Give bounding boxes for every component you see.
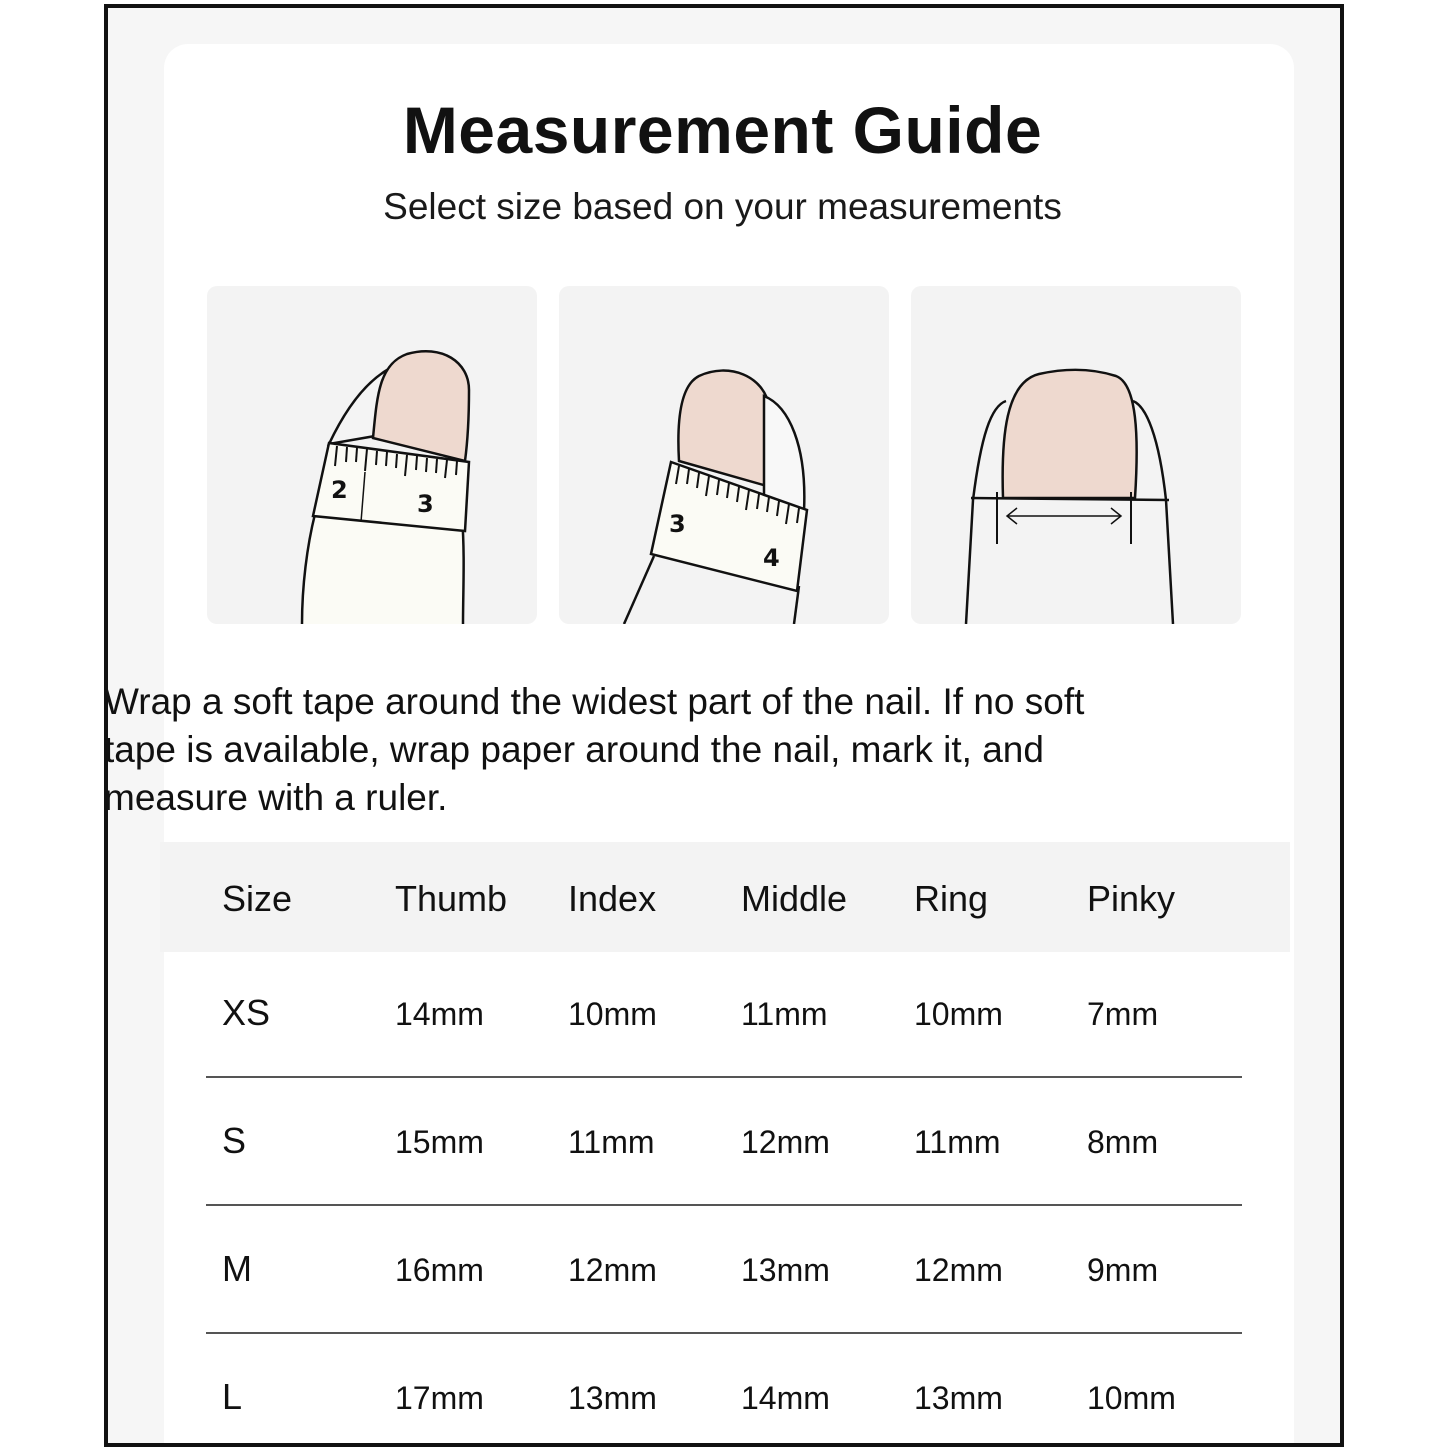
thumb-with-measuring-tape-icon <box>207 286 537 624</box>
tape-number-3: 3 <box>669 510 686 538</box>
row-pinky: 8mm <box>1087 1124 1159 1160</box>
tape-number-4: 4 <box>763 544 780 572</box>
nail-width-arrow-icon <box>911 286 1241 624</box>
table-row <box>206 1206 1242 1334</box>
row-thumb: 14mm <box>395 996 484 1032</box>
header-size: Size <box>222 878 293 919</box>
measurement-instructions: Wrap a soft tape around the widest part of the nail. If no soft tape is available, wrap paper around the nail, mark it, and measure with a ruler. <box>104 681 1085 818</box>
row-thumb: 17mm <box>395 1380 484 1416</box>
tape-number-2: 2 <box>331 476 348 504</box>
row-ring: 13mm <box>914 1380 1003 1416</box>
table-row <box>206 950 1242 1078</box>
row-middle: 14mm <box>741 1380 830 1416</box>
row-index: 10mm <box>568 996 657 1032</box>
header-ring: Ring <box>914 878 989 919</box>
tape-number-3: 3 <box>417 490 434 518</box>
illustration-thumb-measure <box>207 286 537 624</box>
row-middle: 11mm <box>741 996 828 1032</box>
header-index: Index <box>568 878 657 919</box>
table-row <box>206 1078 1242 1206</box>
row-ring: 11mm <box>914 1124 1001 1160</box>
size-table-header <box>160 842 1290 952</box>
row-pinky: 9mm <box>1087 1252 1159 1288</box>
page-subtitle: Select size based on your measurements <box>383 186 1062 227</box>
header-thumb: Thumb <box>395 878 508 919</box>
page-title: Measurement Guide <box>402 93 1043 167</box>
header-middle: Middle <box>741 878 848 919</box>
illustration-finger-measure <box>559 286 889 624</box>
row-index: 13mm <box>568 1380 657 1416</box>
row-size: S <box>222 1120 247 1161</box>
row-middle: 13mm <box>741 1252 830 1288</box>
row-pinky: 7mm <box>1087 996 1159 1032</box>
row-size: XS <box>222 992 271 1033</box>
row-thumb: 16mm <box>395 1252 484 1288</box>
row-ring: 12mm <box>914 1252 1003 1288</box>
row-index: 12mm <box>568 1252 657 1288</box>
illustration-nail-width <box>911 286 1241 624</box>
row-size: M <box>222 1248 252 1289</box>
row-thumb: 15mm <box>395 1124 484 1160</box>
header-pinky: Pinky <box>1087 878 1176 919</box>
row-size: L <box>222 1376 243 1417</box>
row-index: 11mm <box>568 1124 655 1160</box>
row-pinky: 10mm <box>1087 1380 1176 1416</box>
row-middle: 12mm <box>741 1124 830 1160</box>
finger-with-measuring-tape-icon <box>559 286 889 624</box>
table-row <box>206 1334 1242 1438</box>
row-ring: 10mm <box>914 996 1003 1032</box>
